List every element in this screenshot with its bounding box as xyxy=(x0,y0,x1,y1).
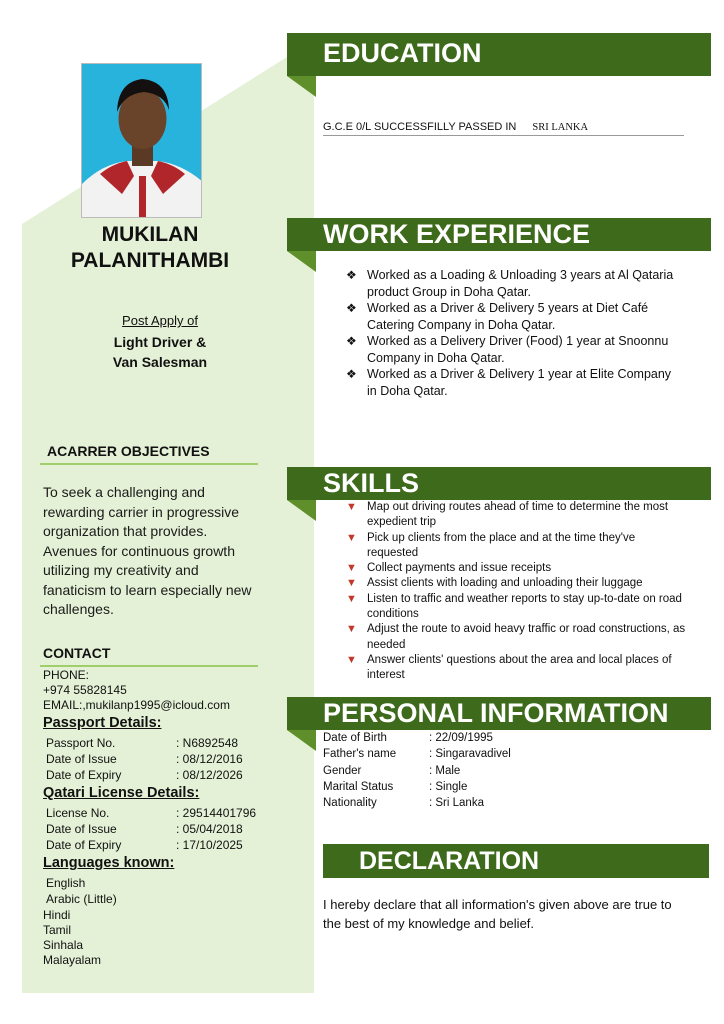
profile-photo xyxy=(81,63,202,218)
personal-row-value: : Single xyxy=(429,781,468,793)
personal-row-label: Gender xyxy=(323,765,362,777)
language-item: Arabic (Little) xyxy=(46,892,117,906)
first-name: MUKILAN xyxy=(101,223,199,246)
diamond-cluster-icon: ❖ xyxy=(346,301,357,315)
language-item: English xyxy=(46,876,86,890)
education-banner: EDUCATION xyxy=(287,33,711,76)
list-item: ▼ Map out driving routes ahead of time to determine the most expedient trip xyxy=(346,501,669,529)
list-item: ▼ Pick up clients from the place and at the time they've requested xyxy=(346,531,636,559)
declaration-text: I hereby declare that all information's given above are true to the best of my knowledge and belief. xyxy=(323,897,672,931)
list-item: ❖ Worked as a Delivery Driver (Food) 1 year at Snoonnu Company in Doha Qatar. xyxy=(346,334,669,365)
license-row-value: : 29514401796 xyxy=(176,806,257,820)
personal-info-banner: PERSONAL INFORMATION xyxy=(287,697,711,730)
post-role-line1: Light Driver & xyxy=(113,334,207,350)
personal-row-label: Date of Birth xyxy=(323,732,387,744)
personal-row-value: : Singaravadivel xyxy=(429,748,511,760)
license-row-label: Date of Issue xyxy=(46,822,117,836)
list-item: ❖ Worked as a Loading & Unloading 3 years at Al Qataria product Group in Doha Qatar. xyxy=(346,268,674,299)
arrow-down-icon: ▼ xyxy=(346,577,357,590)
arrow-down-icon: ▼ xyxy=(346,623,357,636)
arrow-down-icon: ▼ xyxy=(346,501,357,513)
personal-row-label: Father's name xyxy=(323,748,397,760)
objective-divider xyxy=(40,463,258,465)
post-apply-label: Post Apply of xyxy=(122,313,198,328)
license-heading: Qatari License Details: xyxy=(43,785,200,801)
objective-heading: ACARRER OBJECTIVES xyxy=(47,443,210,459)
objective-text: To seek a challenging and rewarding carrier in progressive organization that provides. Avenues for continuous growth utilizing my creativity and fanaticism to learn especially new challenges. xyxy=(43,484,252,617)
passport-row-value: : 08/12/2016 xyxy=(176,752,243,766)
contact-divider xyxy=(40,665,258,667)
education-text: G.C.E 0/L SUCCESSFILLY PASSED IN xyxy=(323,121,517,133)
arrow-down-icon: ▼ xyxy=(346,531,357,544)
list-item: ❖ Worked as a Driver & Delivery 5 years at Diet Café Catering Company in Doha Qatar. xyxy=(346,301,649,332)
passport-row-value: : N6892548 xyxy=(176,736,239,750)
arrow-down-icon: ▼ xyxy=(346,592,357,605)
personal-row-value: : 22/09/1995 xyxy=(429,732,493,744)
post-role xyxy=(40,332,280,372)
candidate-name xyxy=(40,222,260,274)
diamond-cluster-icon: ❖ xyxy=(346,268,357,282)
language-item: Tamil xyxy=(43,923,72,937)
declaration-banner: DECLARATION xyxy=(323,844,709,878)
passport-row-value: : 08/12/2026 xyxy=(176,768,243,782)
skills-list xyxy=(346,500,686,684)
list-item: ▼ Listen to traffic and weather reports to stay up-to-date on road conditions xyxy=(346,592,682,621)
arrow-down-icon: ▼ xyxy=(346,562,357,575)
language-item: Malayalam xyxy=(43,953,102,967)
languages-heading: Languages known: xyxy=(43,855,175,871)
license-row-value: : 05/04/2018 xyxy=(176,822,243,836)
license-row-label: License No. xyxy=(46,806,110,820)
list-item: ❖ Worked as a Driver & Delivery 1 year at Elite Company in Doha Qatar. xyxy=(346,367,672,398)
email-address: EMAIL:,mukilanp1995@icloud.com xyxy=(43,698,230,712)
contact-heading: CONTACT xyxy=(43,645,111,661)
diamond-cluster-icon: ❖ xyxy=(346,367,357,381)
personal-row-value: : Male xyxy=(429,765,461,777)
last-name: PALANITHAMBI xyxy=(70,249,230,272)
license-row-value: : 17/10/2025 xyxy=(176,838,243,852)
diamond-cluster-icon: ❖ xyxy=(346,334,357,348)
language-item: Hindi xyxy=(43,908,71,922)
skills-banner-fold xyxy=(287,500,316,521)
arrow-down-icon: ▼ xyxy=(346,653,357,666)
skills-banner: SKILLS xyxy=(287,467,711,500)
list-item: ▼ Answer clients' questions about the area and local places of interest xyxy=(346,653,672,682)
list-item: ▼ Collect payments and issue receipts xyxy=(346,561,686,576)
personal-row-value: : Sri Lanka xyxy=(429,797,484,809)
list-item: ▼ Adjust the route to avoid heavy traffic or road constructions, as needed xyxy=(346,623,686,651)
passport-heading: Passport Details: xyxy=(43,715,162,731)
passport-row-label: Date of Issue xyxy=(46,752,117,766)
language-item: Sinhala xyxy=(43,938,84,952)
work-banner-fold xyxy=(287,251,316,272)
personal-banner-fold xyxy=(287,730,316,751)
phone-number: +974 55828145 xyxy=(43,683,127,697)
passport-row-label: Date of Expiry xyxy=(46,768,122,782)
education-banner-fold xyxy=(287,76,316,97)
list-item: ▼ Assist clients with loading and unloading their luggage xyxy=(346,576,686,591)
education-entry xyxy=(323,121,684,136)
education-country: SRI LANKA xyxy=(532,122,589,133)
personal-row-label: Nationality xyxy=(323,797,377,809)
phone-label: PHONE: xyxy=(43,668,90,682)
post-role-line2: Van Salesman xyxy=(112,354,208,370)
personal-row-label: Marital Status xyxy=(323,781,394,793)
work-experience-banner: WORK EXPERIENCE xyxy=(287,218,711,251)
passport-row-label: Passport No. xyxy=(46,736,116,750)
work-experience-list xyxy=(346,267,681,399)
license-row-label: Date of Expiry xyxy=(46,838,122,852)
